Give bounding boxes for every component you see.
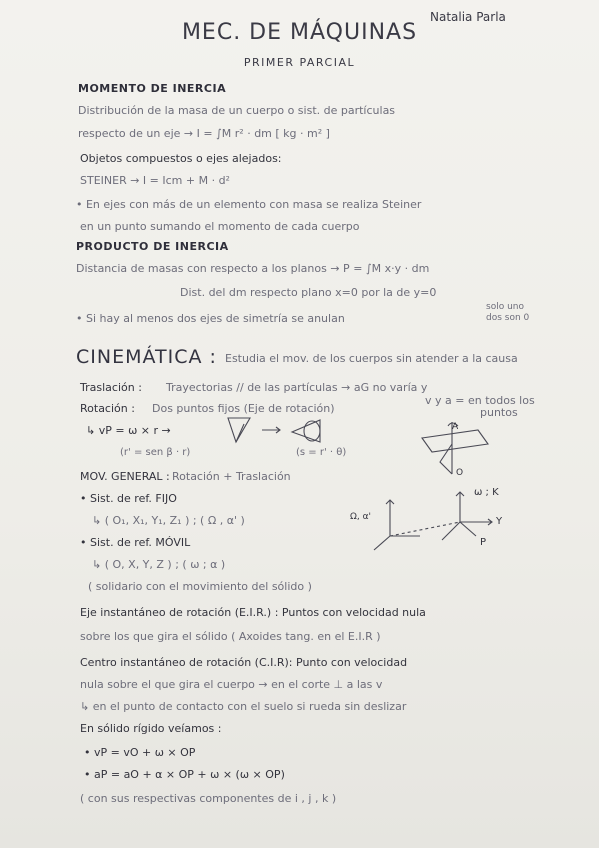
product-line-1: Distancia de masas con respecto a los planos → P = ∫M x·y · dm <box>76 262 430 275</box>
translation-label: Traslación : <box>80 381 142 394</box>
translation-text-2: v y a = en todos los <box>425 394 535 407</box>
cir-line-1: Centro instantáneo de rotación (C.I.R): Punto con velocidad <box>80 656 408 669</box>
rotation-label: Rotación : <box>80 402 135 415</box>
fig-label-p: P <box>480 537 487 548</box>
author-name: Natalia Parla <box>430 10 506 24</box>
kinematics-heading: CINEMÁTICA : <box>76 346 217 368</box>
mobile-coords: ↳ ( O, X, Y, Z ) ; ( ω ; α ) <box>92 558 226 571</box>
inertia-line-3: Objetos compuestos o ejes alejados: <box>80 152 282 165</box>
general-label: MOV. GENERAL : <box>80 470 170 483</box>
product-heading: PRODUCTO DE INERCIA <box>76 240 229 253</box>
cir-line-2: nula sobre el que gira el cuerpo → en el corte ⊥ a las v <box>80 678 383 691</box>
eir-line-2: sobre los que gira el sólido ( Axoides tang. en el E.I.R ) <box>80 630 381 643</box>
product-line-3: • Si hay al menos dos ejes de simetría se anulan <box>76 312 345 325</box>
mobile-note: ( solidario con el movimiento del sólido ) <box>88 580 312 593</box>
inertia-line-5: • En ejes con más de un elemento con masa se realiza Steiner <box>76 198 422 211</box>
fig-label-a: A <box>452 422 459 432</box>
fig-label-y: Y <box>496 516 503 527</box>
cir-line-3: ↳ en el punto de contacto con el suelo si rueda sin deslizar <box>80 700 407 713</box>
rotation-sub-1: (r' = sen β · r) <box>120 447 191 458</box>
mobile-ref: • Sist. de ref. MÓVIL <box>80 536 191 549</box>
fixed-ref: • Sist. de ref. FIJO <box>80 492 177 505</box>
inertia-line-6: en un punto sumando el momento de cada cuerpo <box>80 220 360 233</box>
kinematics-definition: Estudia el mov. de los cuerpos sin atender a la causa <box>225 352 518 365</box>
rotation-formula: ↳ vP = ω × r → <box>86 424 171 437</box>
acceleration-equation: • aP = aO + α × OP + ω × (ω × OP) <box>84 768 285 781</box>
fig-label-o: O <box>456 468 464 478</box>
translation-text: Trayectorias // de las partículas → aG no varía y <box>166 381 428 394</box>
general-text: Rotación + Traslación <box>172 470 291 483</box>
rotation-sub-2: (s = r' · θ) <box>296 447 347 458</box>
product-line-2: Dist. del dm respecto plano x=0 por la de y=0 <box>180 286 437 299</box>
eir-line-1: Eje instantáneo de rotación (E.I.R.) : Puntos con velocidad nula <box>80 606 426 619</box>
product-note-a: solo uno <box>486 302 524 312</box>
rotation-sketch <box>222 412 342 448</box>
rigid-body-intro: En sólido rígido veíamos : <box>80 722 222 735</box>
page-subtitle: PRIMER PARCIAL <box>243 56 356 69</box>
translation-text-3: puntos <box>480 406 518 419</box>
components-note: ( con sus respectivas componentes de i , j , k ) <box>80 792 337 805</box>
page-title: MEC. DE MÁQUINAS <box>181 20 418 45</box>
rotation-text: Dos puntos fijos (Eje de rotación) <box>152 402 335 415</box>
velocity-equation: • vP = vO + ω × OP <box>84 746 196 759</box>
inertia-heading: MOMENTO DE INERCIA <box>78 82 227 95</box>
fig-label-small: Ω, α' <box>350 512 372 522</box>
fig-label-omega: ω ; K <box>474 487 499 498</box>
fixed-coords: ↳ ( O₁, X₁, Y₁, Z₁ ) ; ( Ω , α' ) <box>92 514 245 527</box>
inertia-line-1: Distribución de la masa de un cuerpo o sist. de partículas <box>78 104 396 117</box>
product-note-b: dos son 0 <box>486 313 530 323</box>
steiner-formula: STEINER → I = Icm + M · d² <box>80 174 230 187</box>
inertia-line-2: respecto de un eje → I = ∫M r² · dm [ kg · m² ] <box>78 127 330 140</box>
